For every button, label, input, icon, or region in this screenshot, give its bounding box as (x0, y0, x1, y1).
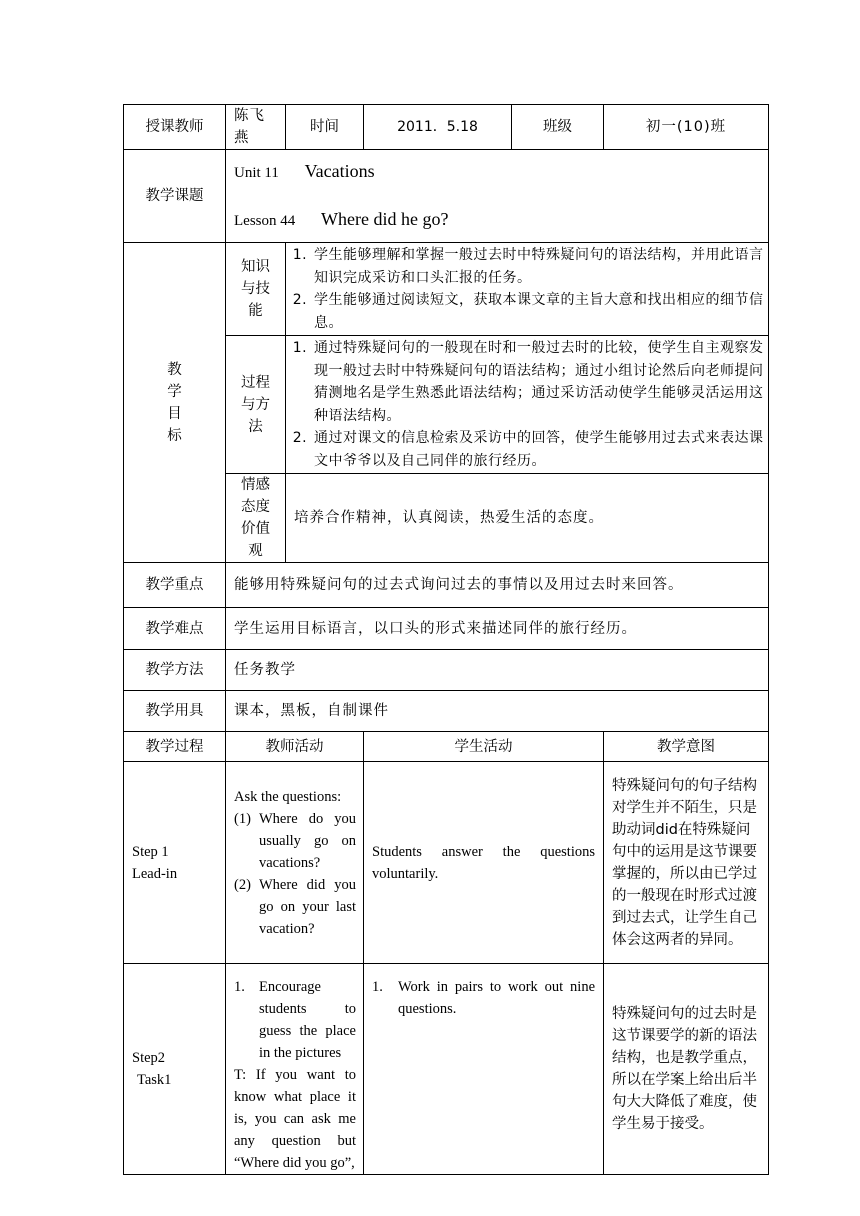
lesson-date: 2011．5.18 (364, 105, 512, 150)
header-row (124, 105, 769, 150)
emotion-label-line: 价值观 (241, 521, 270, 559)
process-content (286, 336, 769, 474)
step1-name: Lead-in (132, 865, 178, 882)
teacher-name: 陈飞燕 (226, 105, 286, 150)
unit-line (234, 158, 760, 186)
step1-cell (124, 762, 226, 964)
tools-text: 课本，黑板，自制课件 (226, 691, 769, 732)
process-row-step1 (124, 762, 769, 964)
step2-student-activity (364, 964, 604, 1175)
process-header-teacher: 教师活动 (226, 732, 364, 762)
knowledge-item: 1. 学生能够理解和掌握一般过去时中特殊疑问句的语法结构，并用此语言知识完成采访和口头汇报的任务。 (312, 244, 764, 289)
step1-teacher-questions (234, 808, 356, 940)
objectives-label (124, 243, 226, 563)
process-header-row (124, 732, 769, 762)
step2-student-item: 1. Work in pairs to work out nine questions. (372, 979, 595, 1017)
emotion-label (226, 474, 286, 563)
objectives-char-1: 教 (167, 361, 182, 378)
tools-row (124, 691, 769, 732)
topic-row (124, 150, 769, 243)
class-name: 初一(10)班 (604, 105, 769, 150)
unit-number: Unit 11 (234, 165, 279, 181)
method-text: 任务教学 (226, 650, 769, 691)
objectives-char-2: 学 (167, 383, 182, 400)
step2-teacher-extra: T: If you want to know what place it is, you can ask me any question but “Where did you go”, (234, 1067, 356, 1171)
difficulties-row (124, 608, 769, 650)
emotion-label-line: 情感 (241, 477, 270, 493)
lesson-plan-table (123, 104, 769, 1175)
emotion-label-line: 态度 (241, 499, 270, 515)
method-row (124, 650, 769, 691)
process-header-student: 学生活动 (364, 732, 604, 762)
difficulties-label: 教学难点 (124, 608, 226, 650)
step1-teacher-activity (226, 762, 364, 964)
step2-teacher-activity (226, 964, 364, 1175)
step2-teacher-item: 1. Encourage students to guess the place in the pictures (234, 979, 356, 1061)
step2-name: Task1 (137, 1072, 172, 1088)
objectives-char-3: 目 (167, 405, 182, 422)
lesson-number: Lesson 44 (234, 213, 296, 229)
step1-intent: 特殊疑问句的句子结构对学生并不陌生，只是助动词did在特殊疑问句中的运用是这节课要掌握的，所以由已学过的一般现在时形式过渡到过去式，让学生自己体会这两者的异同。 (604, 762, 769, 964)
time-label: 时间 (286, 105, 364, 150)
process-header-intent: 教学意图 (604, 732, 769, 762)
key-points-label: 教学重点 (124, 563, 226, 608)
lesson-line (234, 206, 760, 234)
class-label: 班级 (512, 105, 604, 150)
objectives-knowledge-row (124, 243, 769, 336)
key-points-row (124, 563, 769, 608)
process-row-step2 (124, 964, 769, 1175)
step2-label: Step2 (132, 1050, 166, 1066)
knowledge-content (286, 243, 769, 336)
process-list (286, 337, 764, 472)
process-item: 1. 通过特殊疑问句的一般现在时和一般过去时的比较，使学生自主观察发现一般过去时中特殊疑问句的语法结构；通过小组讨论然后向老师提问猜测地名是学生熟悉此语法结构；通过采访活动使学生能够灵活运用这种语法结构。 (312, 337, 764, 427)
key-points-text: 能够用特殊疑问句的过去式询问过去的事情以及用过去时来回答。 (226, 563, 769, 608)
objectives-char-4: 标 (167, 427, 182, 444)
method-label: 教学方法 (124, 650, 226, 691)
topic-label: 教学课题 (124, 150, 226, 243)
knowledge-label: 知识与技能 (226, 243, 286, 336)
process-item: 2. 通过对课文的信息检索及采访中的回答，使学生能够用过去式来表达课文中爷爷以及自己同伴的旅行经历。 (312, 427, 764, 472)
step2-intent: 特殊疑问句的过去时是这节课要学的新的语法结构，也是教学重点，所以在学案上给出后半句大大降低了难度，使学生易于接受。 (604, 964, 769, 1175)
step1-teacher-intro: Ask the questions: (234, 788, 342, 805)
step1-student-activity: Students answer the questions voluntarily. (364, 762, 604, 964)
emotion-text: 培养合作精神，认真阅读，热爱生活的态度。 (286, 474, 769, 563)
topic-content (226, 150, 769, 243)
step2-cell (124, 964, 226, 1175)
difficulties-text: 学生运用目标语言，以口头的形式来描述同伴的旅行经历。 (226, 608, 769, 650)
step1-label: Step 1 (132, 843, 169, 860)
process-header-step: 教学过程 (124, 732, 226, 762)
teacher-label: 授课教师 (124, 105, 226, 150)
lesson-title: Where did he go? (321, 209, 449, 229)
process-label: 过程与方法 (226, 336, 286, 474)
step1-question: (1) Where do you usually go on vacations? (234, 810, 356, 871)
tools-label: 教学用具 (124, 691, 226, 732)
knowledge-item: 2. 学生能够通过阅读短文，获取本课文章的主旨大意和找出相应的细节信息。 (312, 289, 764, 334)
knowledge-list (286, 244, 764, 334)
unit-title: Vacations (304, 161, 375, 181)
step1-question: (2) Where did you go on your last vacation? (234, 876, 356, 937)
